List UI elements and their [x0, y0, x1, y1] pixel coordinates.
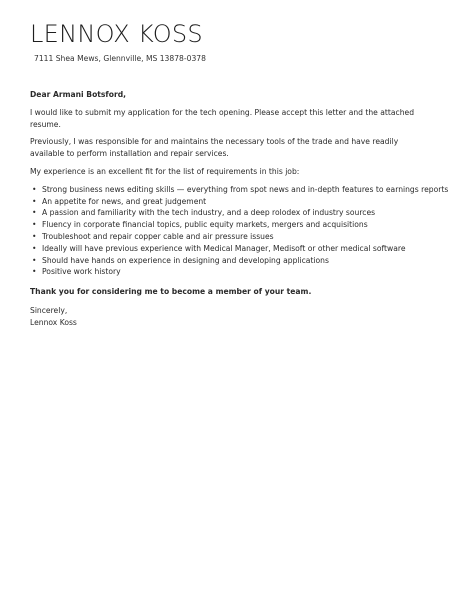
- letter-body: [30, 89, 449, 329]
- list-item-text: An appetite for news, and great judgement: [42, 196, 207, 206]
- list-item: [30, 231, 430, 243]
- list-item-text: Strong business news editing skills — everything from spot news and in-depth features to earnings reports: [42, 184, 449, 194]
- list-item: [30, 207, 430, 219]
- signature-name: Lennox Koss: [30, 317, 77, 327]
- thank-you-line: Thank you for considering me to become a member of your team.: [30, 287, 312, 297]
- list-item-text: Troubleshoot and repair copper cable and air pressure issues: [42, 231, 274, 241]
- applicant-name: LENNOX KOSS: [30, 20, 203, 48]
- letter-header: [30, 20, 450, 64]
- list-item: [30, 196, 430, 208]
- bullet-icon: •: [32, 243, 37, 253]
- intro-paragraph: I would like to submit my application for the tech opening. Please accept this letter and the attached resume.: [30, 107, 415, 129]
- list-item: [30, 255, 430, 267]
- requirements-list: [30, 184, 449, 278]
- bullet-icon: •: [32, 208, 37, 218]
- bullet-icon: •: [32, 220, 37, 230]
- greeting: Dear Armani Botsford,: [30, 90, 127, 99]
- bullet-icon: •: [32, 184, 37, 194]
- list-item-text: Positive work history: [42, 267, 121, 277]
- bullet-icon: •: [32, 231, 37, 241]
- list-item: [30, 266, 430, 278]
- list-item: [30, 219, 430, 231]
- requirements-intro: My experience is an excellent fit for the list of requirements in this job:: [30, 166, 300, 176]
- bullet-icon: •: [32, 267, 37, 277]
- applicant-address: 7111 Shea Mews, Glennville, MS 13878-0378: [34, 54, 206, 63]
- list-item: [30, 243, 430, 255]
- list-item-text: Ideally will have previous experience with Medical Manager, Medisoft or other medical software: [42, 243, 406, 253]
- list-item: [30, 184, 449, 196]
- sign-off: Sincerely,: [30, 305, 68, 315]
- list-item-text: A passion and familiarity with the tech industry, and a deep rolodex of industry sources: [42, 208, 376, 218]
- list-item-text: Should have hands on experience in designing and developing applications: [42, 255, 329, 265]
- list-item-text: Fluency in corporate financial topics, public equity markets, mergers and acquisitions: [42, 220, 368, 230]
- bullet-icon: •: [32, 255, 37, 265]
- bullet-icon: •: [32, 196, 37, 206]
- experience-paragraph: Previously, I was responsible for and maintains the necessary tools of the trade and have readily available to perform installation and repair services.: [30, 137, 399, 159]
